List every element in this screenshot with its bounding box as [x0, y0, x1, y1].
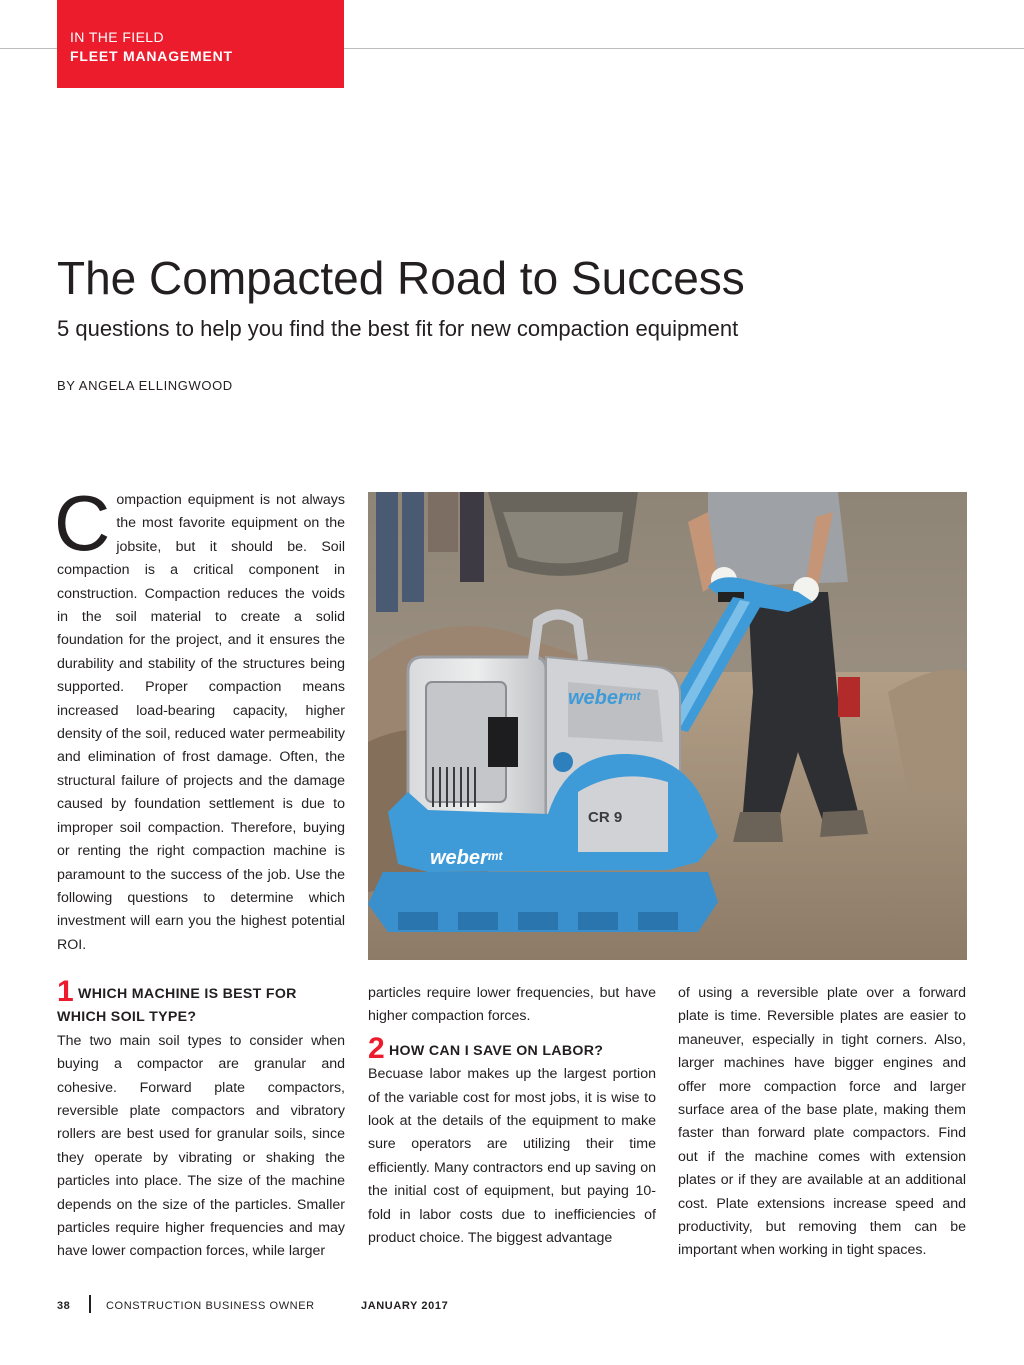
page-number: 38 — [57, 1300, 71, 1312]
footer-divider — [89, 1295, 91, 1313]
intro-paragraph: ompaction equipment is not always the most favorite equipment on the jobsite, but it should be. Soil compaction is a critical component in construction. Compaction reduces the voids in the soil material to create a solid foundation for the project, and it ensures the durability and stability of the structures being supported. Proper compaction means increased load-bearing capacity, higher density of the soil, reduced water permeability and elimination of frost damage. Often, the structural failure of projects and the damage caused by foundation settlement is due to improper soil compaction. Therefore, buying or renting the right compaction machine is paramount to the success of the job. Use the following questions to determine which investment will earn you the highest potential ROI. — [57, 492, 345, 953]
column-two — [368, 982, 656, 1250]
section-department: FLEET MANAGEMENT — [70, 48, 233, 64]
byline: BY ANGELA ELLINGWOOD — [57, 378, 233, 393]
publication-name: CONSTRUCTION BUSINESS OWNER — [106, 1300, 315, 1312]
q2-heading-text: HOW CAN I SAVE ON LABOR? — [389, 1042, 604, 1059]
q2-paragraph-continued: of using a reversible plate over a forward plate is time. Reversible plates are easier to maneuver, especially in tight corners. Also, larger machines have bigger engines and offer more compaction force and larger surface area of the base plate, making them faster than forward plate compactors. Find out if the machine comes with extension plates or if they are available at an additional cost. Plate extensions increase speed and productivity, but removing them can be important when working in tight spaces. — [678, 985, 966, 1259]
q1-heading-text: WHICH MACHINE IS BEST FOR WHICH SOIL TYPE? — [57, 986, 297, 1026]
q1-heading — [57, 975, 345, 1030]
q1-paragraph: The two main soil types to consider when buying a compactor are granular and cohesive. Forward plate compactors, reversible plate compactors and vibratory rollers are best used for granular soils, since they operate by vibrating or shaking the particles into place. The size of the machine depends on the size of the particles. Smaller particles require higher frequencies and may have lower compaction forces, while larger — [57, 1032, 345, 1260]
q1-paragraph-continued: particles require lower frequencies, but have higher compaction forces. — [368, 985, 656, 1025]
q1-column — [57, 975, 345, 1264]
article-deck: 5 questions to help you find the best fit for new compaction equipment — [57, 316, 739, 341]
issue-date: JANUARY 2017 — [361, 1300, 449, 1312]
q2-heading — [368, 1031, 656, 1065]
section-kicker: IN THE FIELD — [70, 29, 165, 45]
q1-number: 1 — [57, 975, 74, 1008]
intro-column — [54, 479, 345, 957]
drop-cap: C — [54, 479, 111, 567]
section-tab — [57, 0, 344, 88]
q2-number: 2 — [368, 1031, 385, 1065]
model-label: CR 9 — [588, 809, 623, 826]
brand-logo-bottom: weber$^{mt}$ — [430, 847, 503, 869]
compactor-illustration — [368, 492, 967, 960]
article-title: The Compacted Road to Success — [57, 252, 745, 304]
brand-logo-top: weber$^{mt}$ — [568, 687, 641, 709]
column-three — [678, 982, 966, 1263]
q2-paragraph: Becuase labor makes up the largest portion of the variable cost for most jobs, it is wise to look at the details of the equipment to make sure operators are utilizing their time efficiently. Many contractors end up saving on the initial cost of equipment, but paying 10-fold in labor costs due to inefficiencies of product choice. The biggest advantage — [368, 1066, 656, 1247]
compactor-photo — [368, 492, 967, 960]
